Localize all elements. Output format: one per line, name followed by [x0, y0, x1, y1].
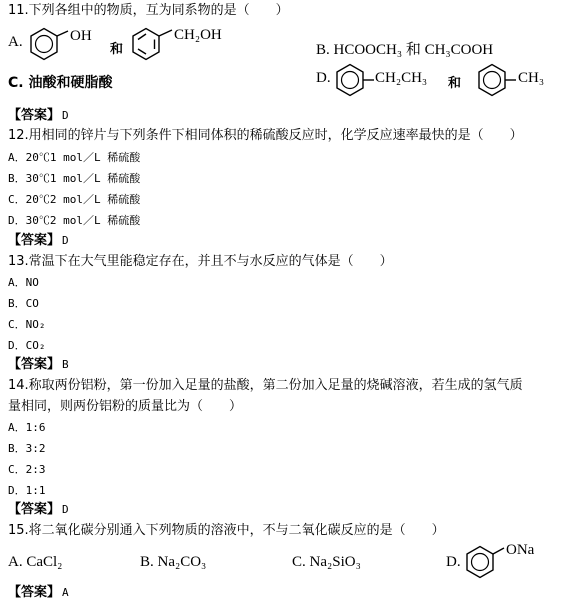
q11-d-and: 和 — [448, 76, 462, 91]
q14-stem-line2: 量相同，则两份铝粉的质量比为（ ） — [8, 399, 243, 414]
q13-option-b: B．CO — [8, 297, 39, 310]
q11-option-c: C. 油酸和硬脂酸 — [8, 75, 113, 91]
benzene-ring-icon — [350, 80, 351, 81]
q14-option-d: D．1:1 — [8, 484, 46, 497]
q12-stem: 12.用相同的锌片与下列条件下相同体积的稀硫酸反应时，化学反应速率最快的是（ ） — [8, 128, 523, 143]
q12-option-b: B．30℃1 mol／L 稀硫酸 — [8, 172, 141, 185]
q14-option-c: C．2:3 — [8, 463, 46, 476]
q14-answer: 【答案】 D — [8, 502, 69, 517]
q11-a-right-group: CH₂OH — [174, 27, 222, 43]
q15-d-group: ONa — [506, 542, 535, 558]
q11-a-and: 和 — [110, 42, 124, 57]
q13-answer: 【答案】 B — [8, 357, 69, 372]
q15-stem: 15.将二氧化碳分别通入下列物质的溶液中，不与二氧化碳反应的是（ ） — [8, 523, 445, 538]
q11-d-right-group: CH₃ — [518, 70, 545, 86]
q12-option-a: A．20℃1 mol／L 稀硫酸 — [8, 151, 141, 164]
q13-option-a: A．NO — [8, 276, 39, 289]
q13-option-d: D．CO₂ — [8, 339, 46, 352]
q14-option-a: A．1:6 — [8, 421, 46, 434]
benzene-ring-icon — [146, 44, 147, 45]
q13-stem: 13.常温下在大气里能稳定存在，并且不与水反应的气体是（ ） — [8, 254, 393, 269]
benzene-ring-icon — [44, 44, 45, 45]
benzene-ring-icon — [492, 80, 493, 81]
q12-answer: 【答案】 D — [8, 233, 69, 248]
q11-option-a-label: A. — [8, 34, 23, 50]
benzene-ring-icon — [480, 562, 481, 563]
q11-option-b: B. HCOOCH₃ 和 CH₃COOH — [316, 42, 494, 58]
q11-d-left-group: CH₂CH₃ — [375, 70, 428, 86]
q12-option-d: D．30℃2 mol／L 稀硫酸 — [8, 214, 141, 227]
q15-option-c: C. Na₂SiO₃ — [292, 554, 361, 570]
q14-stem-line1: 14.称取两份铝粉，第一份加入足量的盐酸，第二份加入足量的烧碱溶液，若生成的氢气质 — [8, 378, 523, 393]
q11-a-left-group: OH — [70, 28, 92, 44]
q12-option-c: C．20℃2 mol／L 稀硫酸 — [8, 193, 141, 206]
q13-option-c: C．NO₂ — [8, 318, 46, 331]
q15-answer: 【答案】 A — [8, 585, 69, 600]
q15-option-b: B. Na₂CO₃ — [140, 554, 207, 570]
q14-option-b: B．3:2 — [8, 442, 46, 455]
q11-answer: 【答案】 D — [8, 108, 69, 123]
q11-stem: 11.下列各组中的物质，互为同系物的是（ ） — [8, 3, 289, 18]
q15-option-a: A. CaCl₂ — [8, 554, 63, 570]
q11-option-d-label: D. — [316, 70, 331, 86]
q15-option-d-label: D. — [446, 554, 461, 570]
